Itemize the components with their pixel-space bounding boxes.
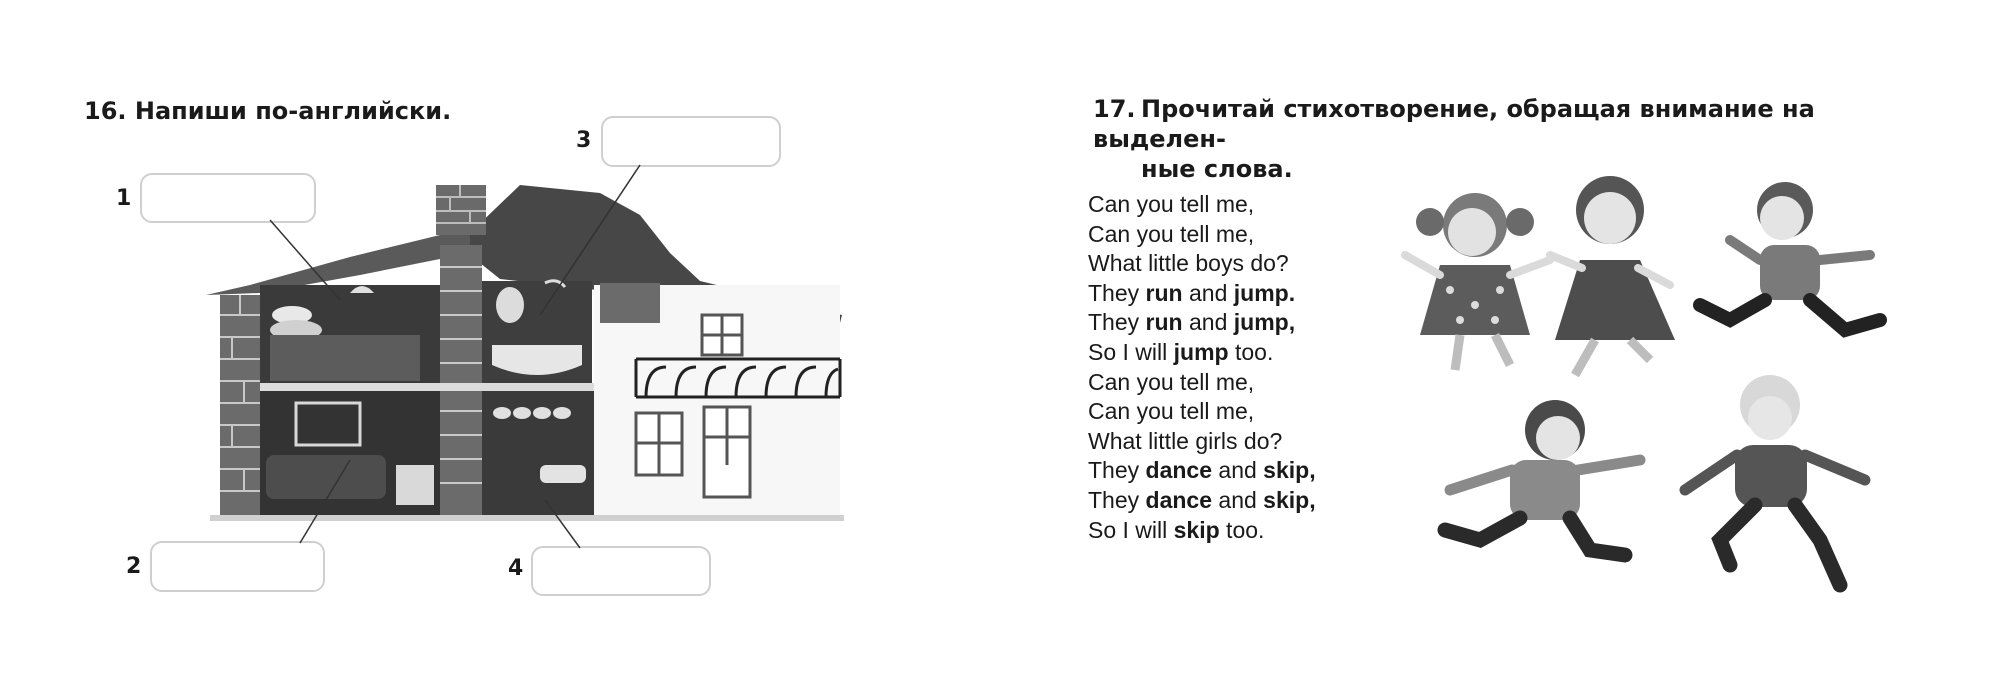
children-illustration — [1400, 170, 1920, 600]
poem-line — [1088, 397, 1316, 427]
poem-line — [1088, 338, 1316, 368]
poem-highlighted-word: run — [1145, 309, 1183, 336]
poem-line — [1088, 249, 1316, 279]
poem-highlighted-word: dance — [1145, 457, 1213, 484]
poem-text: and — [1212, 457, 1264, 484]
poem-highlighted-word: jump — [1173, 338, 1229, 365]
label-4: 4 — [508, 556, 524, 581]
poem-text: and — [1212, 486, 1264, 513]
poem-line — [1088, 220, 1316, 250]
label-3: 3 — [576, 128, 592, 153]
answer-box-4[interactable] — [531, 546, 711, 596]
boy-jumping — [1445, 400, 1640, 555]
mirror — [496, 287, 524, 323]
poem-text: They — [1088, 279, 1146, 306]
poem-text: Can you tell me, — [1088, 398, 1255, 425]
floor-divider — [260, 383, 594, 391]
poem-text: So I will — [1088, 516, 1174, 543]
poem-text: and — [1182, 279, 1234, 306]
left-brick-wall — [220, 295, 260, 515]
poem-text: Can you tell me, — [1088, 191, 1255, 217]
boy-running — [1700, 182, 1880, 330]
label-1: 1 — [116, 186, 132, 211]
kitchen-sink — [540, 465, 586, 483]
bed — [270, 335, 420, 381]
ground — [210, 515, 844, 521]
poem-line — [1088, 368, 1316, 398]
poem-highlighted-word: jump. — [1233, 279, 1296, 306]
task-17-number: 17. — [1093, 95, 1136, 123]
poem-text: What little girls do? — [1088, 427, 1283, 454]
poem-line — [1088, 516, 1316, 546]
house-illustration — [200, 175, 850, 535]
poem-text: too. — [1219, 516, 1265, 543]
fireplace — [396, 465, 434, 505]
poem-highlighted-word: dance — [1145, 486, 1213, 513]
poem-text: and — [1182, 309, 1234, 336]
boy-skipping — [1685, 375, 1865, 585]
poem-line — [1088, 190, 1316, 220]
poem-highlighted-word: run — [1145, 279, 1183, 306]
poem-line — [1088, 456, 1316, 486]
answer-box-3[interactable] — [601, 116, 781, 167]
poem-text: Can you tell me, — [1088, 220, 1255, 247]
task-17-title-line-1: Прочитай стихотворение, обращая внимание на выделен- — [1093, 95, 1815, 153]
poem-highlighted-word: skip, — [1263, 486, 1316, 513]
poem-text: What little boys do? — [1088, 250, 1289, 277]
task-16-title: 16. Напиши по-английски. — [84, 97, 452, 125]
poem-text: They — [1088, 486, 1146, 513]
poem-text: Can you tell me, — [1088, 368, 1255, 395]
poem-text: So I will — [1088, 338, 1174, 365]
poem-highlighted-word: jump, — [1233, 309, 1296, 336]
sofa — [266, 455, 386, 499]
answer-box-2[interactable] — [150, 541, 325, 592]
poem-line — [1088, 427, 1316, 457]
poem-text: They — [1088, 309, 1146, 336]
poem-highlighted-word: skip — [1173, 516, 1220, 543]
facade-bricks — [600, 283, 660, 323]
poem-highlighted-word: skip, — [1263, 457, 1316, 484]
girl-dancing — [1550, 176, 1675, 375]
central-brick-column — [440, 245, 482, 515]
poem-line — [1088, 486, 1316, 516]
poem-text: They — [1088, 457, 1146, 484]
task-17-title-line-2: ные слова. — [1141, 155, 1293, 183]
poem — [1088, 190, 1316, 545]
girl-with-pigtails — [1405, 193, 1550, 370]
poem-text: too. — [1228, 338, 1274, 365]
poem-line — [1088, 279, 1316, 309]
label-2: 2 — [126, 554, 142, 579]
poem-line — [1088, 308, 1316, 338]
